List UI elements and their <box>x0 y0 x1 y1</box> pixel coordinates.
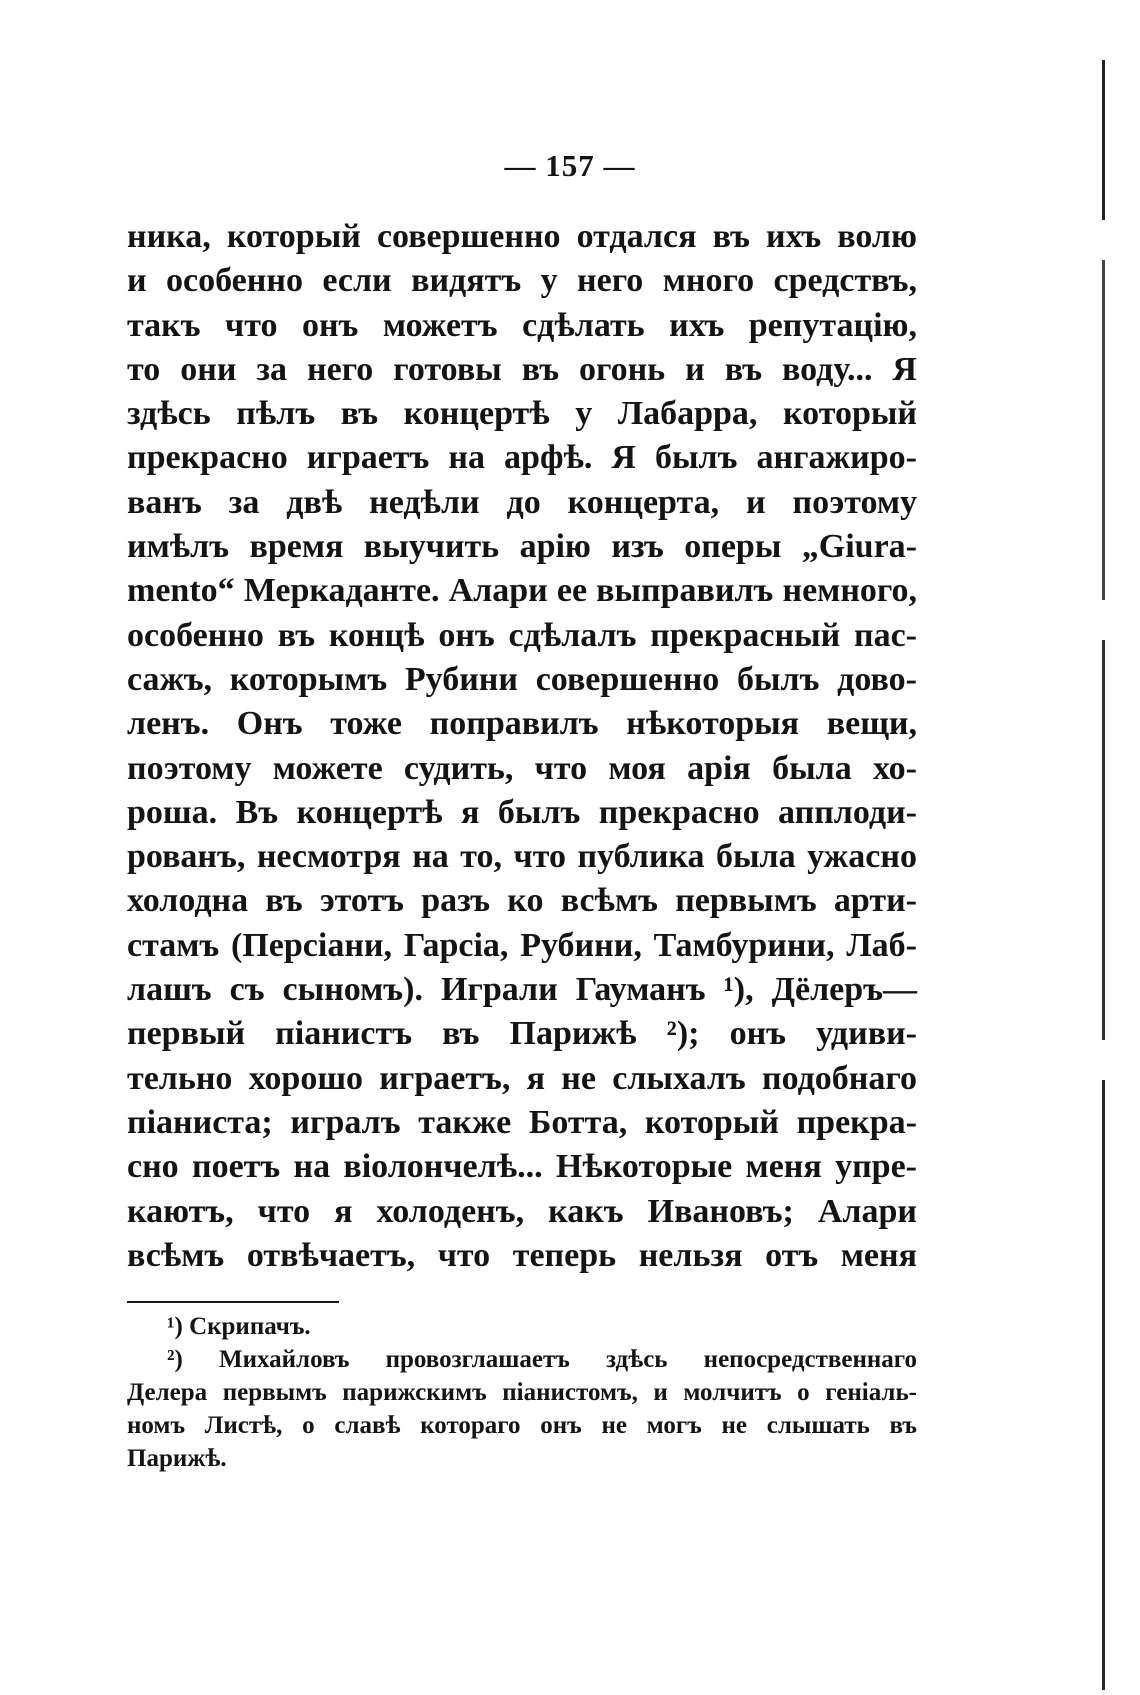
text-line: такъ что онъ можетъ сдѣлать ихъ репутацію, <box>127 306 917 344</box>
text-line: піаниста; игралъ также Ботта, который прекра- <box>127 1103 917 1141</box>
footnote-2-line: Делера первымъ парижскимъ піанистомъ, и молчитъ о геніаль- <box>127 1379 917 1406</box>
text-line: всѣмъ отвѣчаетъ, что теперь нельзя отъ меня <box>127 1236 917 1274</box>
text-line: сно поетъ на віолончелѣ... Нѣкоторые меня упре- <box>127 1148 917 1186</box>
text-line: и особенно если видятъ у него много средствъ, <box>127 262 917 300</box>
footnote-2-line: Парижѣ. <box>127 1445 227 1472</box>
text-line: каютъ, что я холоденъ, какъ Ивановъ; Алари <box>127 1192 917 1230</box>
page-number: — 157 — <box>504 148 636 183</box>
footnote-1: ¹) Скрипачъ. <box>167 1313 311 1340</box>
text-line: тельно хорошо играетъ, я не слыхалъ подобнаго <box>127 1059 917 1097</box>
text-line: рованъ, несмотря на то, что публика была ужасно <box>127 838 917 876</box>
footnote-2-line: ²) Михайловъ провозглашаетъ здѣсь непосредственнаго <box>167 1346 917 1373</box>
footnote-2-line: номъ Листѣ, о славѣ котораго онъ не могъ не слышать въ <box>127 1412 917 1439</box>
footnote-separator <box>127 1301 339 1303</box>
page-edge-line <box>1102 0 1105 1695</box>
text-line: холодна въ этотъ разъ ко всѣмъ первымъ арти- <box>127 882 917 920</box>
text-line: лашъ съ сыномъ). Играли Гауманъ ¹), Дёлеръ— <box>127 971 917 1009</box>
text-line: ванъ за двѣ недѣли до концерта, и поэтому <box>127 483 917 521</box>
text-line: имѣлъ время выучить арію изъ оперы „Giura- <box>127 528 917 566</box>
text-line: прекрасно играетъ на арфѣ. Я былъ ангажиро- <box>127 439 917 477</box>
text-line: первый піанистъ въ Парижѣ ²); онъ удиви- <box>127 1015 917 1053</box>
text-line: здѣсь пѣлъ въ концертѣ у Лабарра, который <box>127 395 917 433</box>
text-line: поэтому можете судить, что моя арія была хо- <box>127 749 917 787</box>
text-line: особенно въ концѣ онъ сдѣлалъ прекрасный пас- <box>127 616 917 654</box>
text-line: ника, который совершенно отдался въ ихъ волю <box>127 218 917 255</box>
main-text-block <box>127 215 917 1278</box>
text-line: то они за него готовы въ огонь и въ воду... Я <box>127 350 917 388</box>
text-line: стамъ (Персіани, Гарсіа, Рубини, Тамбурини, Лаб- <box>127 926 917 964</box>
text-line: mento“ Меркаданте. Алари ее выправилъ немного, <box>127 572 917 610</box>
text-line: роша. Въ концертѣ я былъ прекрасно апплоди- <box>127 793 917 831</box>
text-line: ленъ. Онъ тоже поправилъ нѣкоторыя вещи, <box>127 705 917 743</box>
text-line: сажъ, которымъ Рубини совершенно былъ дово- <box>127 660 917 698</box>
footnotes-block <box>127 1310 917 1475</box>
